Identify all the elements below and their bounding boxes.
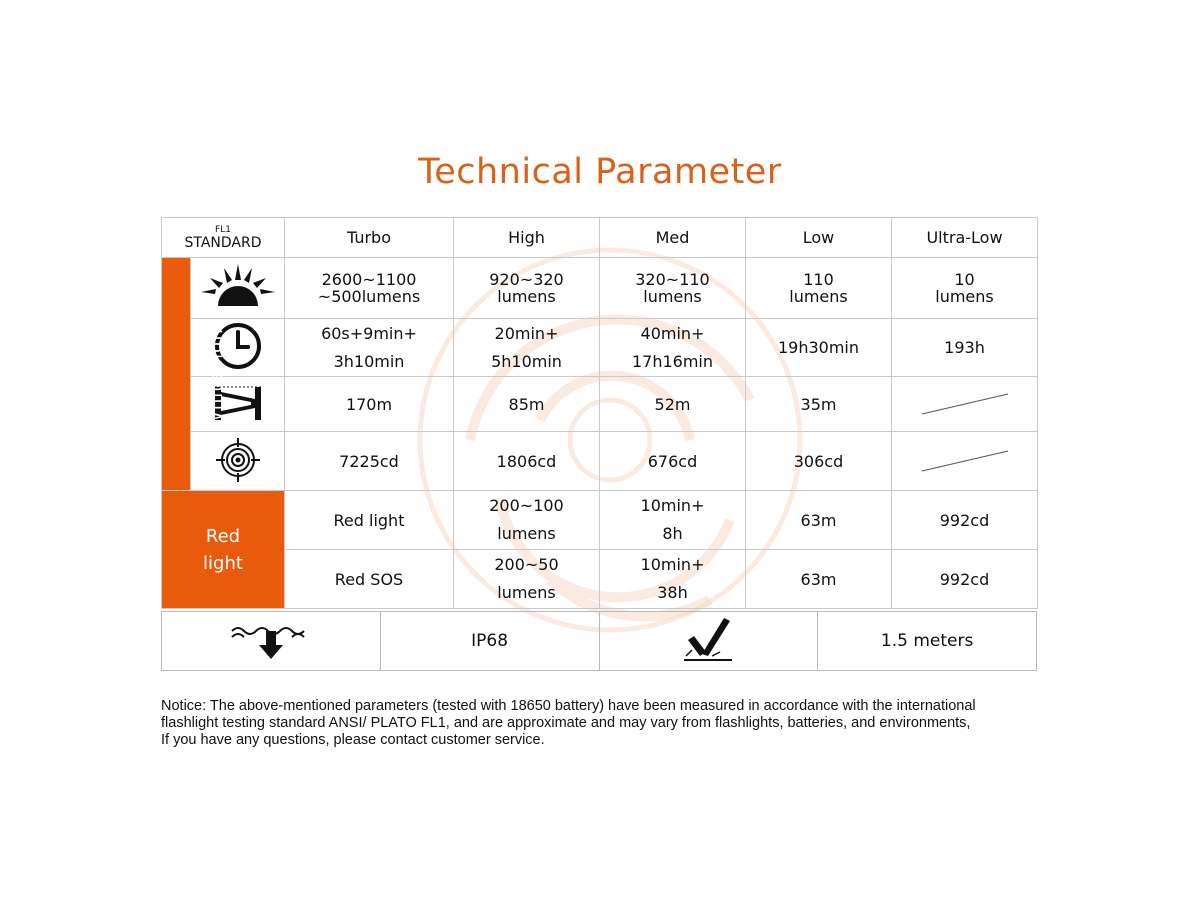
red-sos-output-value: 200~50 [494,555,559,574]
output-med [600,258,746,319]
red-sos-output [454,550,600,609]
runtime-turbo-line2: 3h10min [333,351,405,371]
ip-rating: IP68 [380,612,599,671]
output-low-value: 110 [803,270,834,289]
mode-header-med: Med [600,218,746,258]
red-sos-row [162,550,1038,609]
red-light-output [454,491,600,550]
mode-header-ultra-low: Ultra-Low [892,218,1038,258]
output-turbo-value: 2600~1100 [321,270,417,289]
impact-resistance-icon [599,612,818,671]
distance-high: 85m [454,377,600,432]
header-row [162,218,1038,258]
notice-line-1: Notice: The above-mentioned parameters (tested with 18650 battery) have been measured in accordance with the international [161,698,976,714]
standard-label: STANDARD [184,234,262,251]
intensity-row [162,432,1038,491]
red-light-output-value: 200~100 [489,496,564,515]
notice-line-3: If you have any questions, please contact customer service. [161,732,545,748]
runtime-turbo-line1: 60s+9min+ [321,323,417,343]
spec-table [161,217,1038,609]
runtime-ultra-low: 193h [892,319,1038,377]
standard-sub-label: FL1 [215,224,231,235]
red-light-runtime-line1: 10min+ [640,496,705,515]
runtime-turbo [285,319,454,377]
red-sos-intensity: 992cd [892,550,1038,609]
output-low [746,258,892,319]
distance-turbo: 170m [285,377,454,432]
runtime-low: 19h30min [746,319,892,377]
runtime-med-line1: 40min+ [640,323,705,343]
clock-icon [191,319,285,377]
white-light-group-label [162,258,227,491]
red-light-group-label [162,491,285,609]
output-high-value: 920~320 [489,270,564,289]
intensity-med: 676cd [600,432,746,491]
red-light-distance: 63m [746,491,892,550]
red-light-runtime [600,491,746,550]
output-turbo-unit: ~500lumens [317,287,421,306]
output-ultra-low [892,258,1038,319]
distance-row [162,377,1038,432]
red-sos-runtime-line1: 10min+ [640,555,705,574]
output-row [162,258,1038,319]
output-high-unit: lumens [497,287,556,306]
intensity-turbo: 7225cd [285,432,454,491]
target-intensity-icon [191,432,285,491]
red-sos-runtime-line2: 38h [657,583,688,602]
intensity-high: 1806cd [454,432,600,491]
ratings-table [161,611,1037,671]
output-high [454,258,600,319]
distance-low: 35m [746,377,892,432]
output-med-value: 320~110 [635,270,710,289]
beam-distance-icon [191,377,285,432]
mode-header-high: High [454,218,600,258]
output-ultra-low-value: 10 [954,270,975,289]
red-sos-distance: 63m [746,550,892,609]
red-light-label-line2: light [203,552,243,574]
red-light-intensity: 992cd [892,491,1038,550]
runtime-high-line1: 20min+ [494,323,559,343]
runtime-med-line2: 17h16min [631,351,714,371]
distance-ultra-low-na [892,377,1038,432]
page-title: Technical Parameter [418,152,782,192]
red-sos-runtime [600,550,746,609]
red-light-row [162,491,1038,550]
intensity-low: 306cd [746,432,892,491]
output-turbo [285,258,454,319]
white-light-label: White light [205,319,227,429]
distance-med: 52m [600,377,746,432]
intensity-ultra-low-na [892,432,1038,491]
red-sos-output-unit: lumens [497,583,556,602]
runtime-row [162,319,1038,377]
red-light-runtime-line2: 8h [662,524,683,543]
output-low-unit: lumens [789,287,848,306]
waterproof-icon [162,612,381,671]
red-light-label-line1: Red [205,525,241,547]
runtime-high-line2: 5h10min [491,351,562,371]
impact-resistance-value: 1.5 meters [818,612,1037,671]
red-light-mode: Red light [285,491,454,550]
red-sos-mode: Red SOS [285,550,454,609]
notice-text [161,698,1041,749]
runtime-med [600,319,746,377]
output-med-unit: lumens [643,287,702,306]
runtime-high [454,319,600,377]
brightness-icon [191,258,285,319]
standard-header [162,218,285,258]
output-ultra-low-unit: lumens [935,287,994,306]
notice-line-2: flashlight testing standard ANSI/ PLATO FL1, and are approximate and may vary from flashlights, batteries, and environments, [161,715,971,731]
red-light-output-unit: lumens [497,524,556,543]
mode-header-turbo: Turbo [285,218,454,258]
mode-header-low: Low [746,218,892,258]
